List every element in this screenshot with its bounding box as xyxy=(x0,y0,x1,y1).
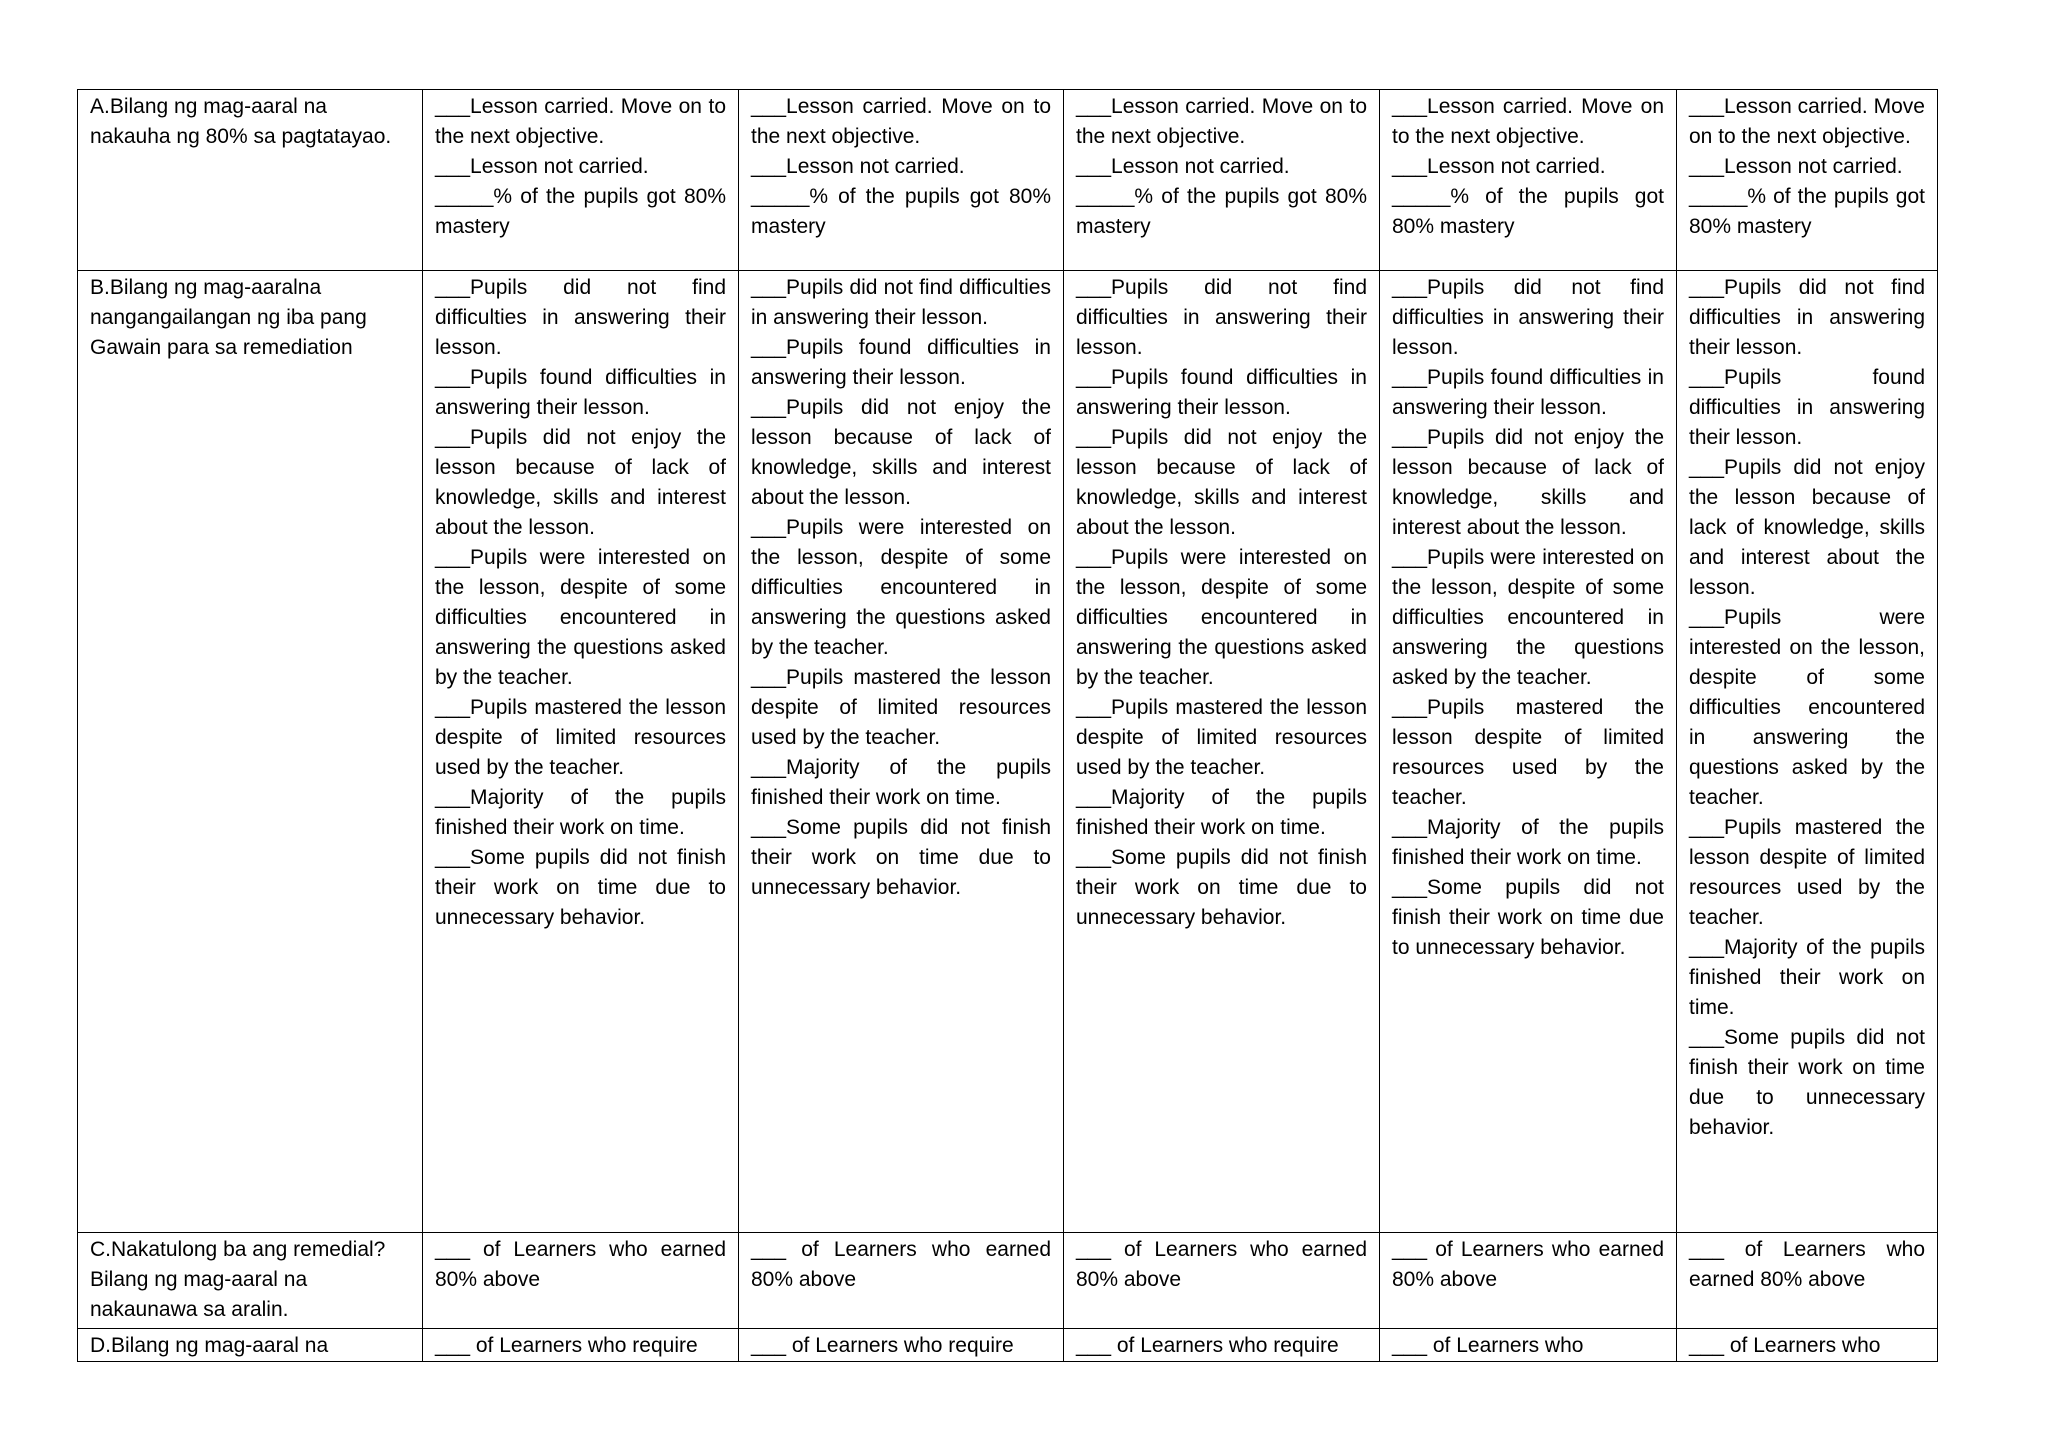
checklist-line: ___Pupils did not find difficulties in answering their lesson. xyxy=(751,276,1051,329)
checklist-line: ___Some pupils did not finish their work on time due to unnecessary behavior. xyxy=(435,846,726,929)
checklist-line: ___Pupils did not enjoy the lesson because of lack of knowledge, skills and interest about the lesson. xyxy=(435,426,726,539)
day-5-cell xyxy=(1677,1329,1938,1362)
day-1-cell xyxy=(423,271,739,1233)
checklist-line: ___Pupils mastered the lesson despite of limited resources used by the teacher. xyxy=(1689,816,1925,929)
checklist-line: ___ of Learners who require xyxy=(751,1334,1014,1357)
day-4-cell xyxy=(1380,1233,1677,1329)
reflection-table xyxy=(77,89,1938,1362)
day-4-cell xyxy=(1380,1329,1677,1362)
checklist-line: ___Lesson not carried. xyxy=(751,155,965,178)
checklist-line: ___Pupils were interested on the lesson, despite of some difficulties encountered in answering the questions asked by the teacher. xyxy=(1076,546,1367,689)
checklist-line: ___Pupils did not find difficulties in answering their lesson. xyxy=(1392,276,1664,359)
checklist-line: ___Pupils found difficulties in answering their lesson. xyxy=(435,366,726,419)
checklist-line: ___Lesson carried. Move on to the next objective. xyxy=(1689,95,1925,148)
checklist-line: ___ of Learners who earned 80% above xyxy=(751,1238,1051,1291)
checklist-line: ___Lesson carried. Move on to the next objective. xyxy=(751,95,1051,148)
checklist-line: ___Pupils mastered the lesson despite of limited resources used by the teacher. xyxy=(1076,696,1367,779)
checklist-line: ___Pupils were interested on the lesson, despite of some difficulties encountered in answering the questions asked by the teacher. xyxy=(1392,546,1664,689)
day-5-cell xyxy=(1677,271,1938,1233)
checklist-line: ___Majority of the pupils finished their work on time. xyxy=(1689,936,1925,1019)
row-a-mastery xyxy=(78,90,1938,271)
day-2-cell xyxy=(739,90,1064,271)
checklist-line: ___Pupils found difficulties in answering their lesson. xyxy=(1392,366,1664,419)
checklist-line: _____% of the pupils got 80% mastery xyxy=(1689,185,1925,238)
checklist-line: ___Pupils mastered the lesson despite of limited resources used by the teacher. xyxy=(435,696,726,779)
checklist-line: ___Pupils found difficulties in answering their lesson. xyxy=(1689,366,1925,449)
checklist-line: ___Majority of the pupils finished their work on time. xyxy=(751,756,1051,809)
checklist-line: ___Lesson not carried. xyxy=(1689,155,1903,178)
day-3-cell xyxy=(1064,1329,1380,1362)
day-1-cell xyxy=(423,90,739,271)
checklist-line: ___Majority of the pupils finished their work on time. xyxy=(1392,816,1664,869)
checklist-line: ___Lesson not carried. xyxy=(435,155,649,178)
checklist-line: ___Pupils found difficulties in answering their lesson. xyxy=(1076,366,1367,419)
checklist-line: ___Pupils did not find difficulties in answering their lesson. xyxy=(1076,276,1367,359)
checklist-line: ___ of Learners who require xyxy=(435,1334,698,1357)
checklist-line: ___Some pupils did not finish their work on time due to unnecessary behavior. xyxy=(751,816,1051,899)
day-5-cell xyxy=(1677,1233,1938,1329)
checklist-line: ___Lesson carried. Move on to the next objective. xyxy=(435,95,726,148)
checklist-line: ___Some pupils did not finish their work on time due to unnecessary behavior. xyxy=(1076,846,1367,929)
row-c-remedial-help xyxy=(78,1233,1938,1329)
checklist-line: ___Majority of the pupils finished their work on time. xyxy=(1076,786,1367,839)
checklist-line: ___Pupils did not enjoy the lesson because of lack of knowledge, skills and interest about the lesson. xyxy=(751,396,1051,509)
day-1-cell xyxy=(423,1233,739,1329)
checklist-line: ___ of Learners who xyxy=(1689,1334,1881,1357)
day-2-cell xyxy=(739,271,1064,1233)
day-4-cell xyxy=(1380,271,1677,1233)
checklist-line: _____% of the pupils got 80% mastery xyxy=(1076,185,1367,238)
checklist-line: ___Pupils mastered the lesson despite of limited resources used by the teacher. xyxy=(1392,696,1664,809)
checklist-line: ___Lesson not carried. xyxy=(1392,155,1606,178)
checklist-line: ___Some pupils did not finish their work on time due to unnecessary behavior. xyxy=(1689,1026,1925,1139)
row-label: A.Bilang ng mag-aaral na nakauha ng 80% sa pagtatayao. xyxy=(78,90,423,271)
day-5-cell xyxy=(1677,90,1938,271)
checklist-line: ___Majority of the pupils finished their work on time. xyxy=(435,786,726,839)
row-b-remediation xyxy=(78,271,1938,1233)
row-label: C.Nakatulong ba ang remedial? Bilang ng mag-aaral na nakaunawa sa aralin. xyxy=(78,1233,423,1329)
day-3-cell xyxy=(1064,90,1380,271)
day-1-cell xyxy=(423,1329,739,1362)
checklist-line: ___Pupils did not enjoy the lesson because of lack of knowledge, skills and interest about the lesson. xyxy=(1076,426,1367,539)
checklist-line: ___Pupils did not find difficulties in answering their lesson. xyxy=(1689,276,1925,359)
checklist-line: ___Pupils mastered the lesson despite of limited resources used by the teacher. xyxy=(751,666,1051,749)
day-2-cell xyxy=(739,1233,1064,1329)
checklist-line: ___Pupils did not enjoy the lesson because of lack of knowledge, skills and interest about the lesson. xyxy=(1392,426,1664,539)
row-label: D.Bilang ng mag-aaral na xyxy=(78,1329,423,1362)
day-3-cell xyxy=(1064,271,1380,1233)
day-2-cell xyxy=(739,1329,1064,1362)
checklist-line: ___Pupils did not find difficulties in answering their lesson. xyxy=(435,276,726,359)
checklist-line: ___Pupils did not enjoy the lesson because of lack of knowledge, skills and interest about the lesson. xyxy=(1689,456,1925,599)
checklist-line: _____% of the pupils got 80% mastery xyxy=(435,185,726,238)
checklist-line: _____% of the pupils got 80% mastery xyxy=(1392,185,1664,238)
row-label: B.Bilang ng mag-aaralna nangangailangan ng iba pang Gawain para sa remediation xyxy=(78,271,423,1233)
checklist-line: ___ of Learners who xyxy=(1392,1334,1584,1357)
checklist-line: ___Some pupils did not finish their work on time due to unnecessary behavior. xyxy=(1392,876,1664,959)
checklist-line: ___Pupils were interested on the lesson, despite of some difficulties encountered in answering the questions asked by the teacher. xyxy=(435,546,726,689)
checklist-line: ___Pupils were interested on the lesson, despite of some difficulties encountered in answering the questions asked by the teacher. xyxy=(1689,606,1925,809)
checklist-line: ___ of Learners who earned 80% above xyxy=(1392,1238,1664,1291)
day-3-cell xyxy=(1064,1233,1380,1329)
checklist-line: ___ of Learners who earned 80% above xyxy=(1076,1238,1367,1291)
checklist-line: ___ of Learners who earned 80% above xyxy=(1689,1238,1925,1291)
checklist-line: ___Pupils were interested on the lesson, despite of some difficulties encountered in answering the questions asked by the teacher. xyxy=(751,516,1051,659)
row-d-learners-require xyxy=(78,1329,1938,1362)
checklist-line: ___ of Learners who require xyxy=(1076,1334,1339,1357)
day-4-cell xyxy=(1380,90,1677,271)
checklist-line: _____% of the pupils got 80% mastery xyxy=(751,185,1051,238)
checklist-line: ___Lesson carried. Move on to the next objective. xyxy=(1076,95,1367,148)
checklist-line: ___Lesson carried. Move on to the next objective. xyxy=(1392,95,1664,148)
checklist-line: ___Pupils found difficulties in answering their lesson. xyxy=(751,336,1051,389)
checklist-line: ___Lesson not carried. xyxy=(1076,155,1290,178)
checklist-line: ___ of Learners who earned 80% above xyxy=(435,1238,726,1291)
